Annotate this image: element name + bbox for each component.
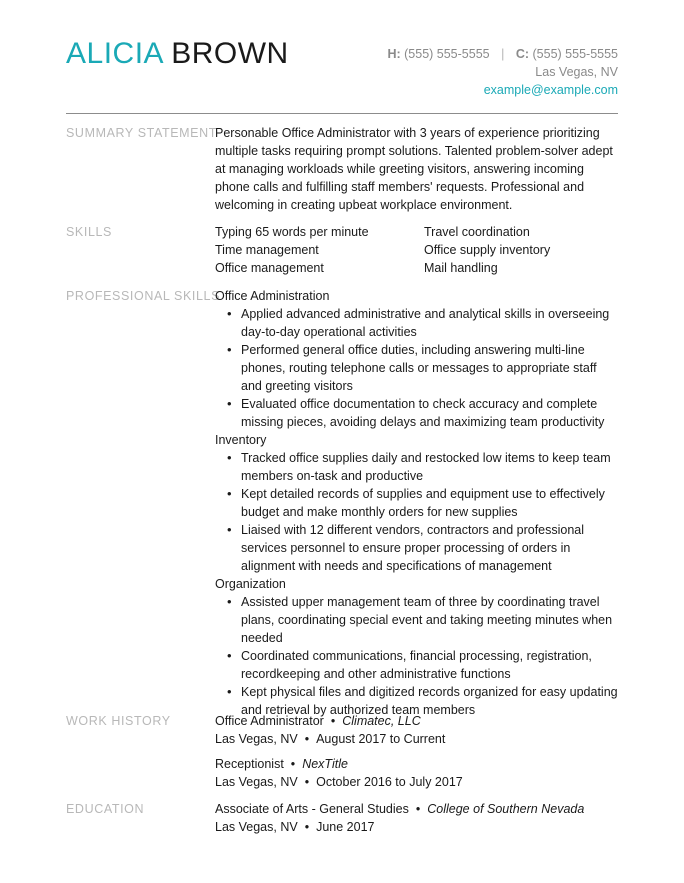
- job-entry: [215, 712, 620, 748]
- job-position: Receptionist: [215, 757, 284, 771]
- job-entry: [215, 755, 620, 791]
- home-phone-label: H:: [387, 47, 401, 61]
- job-location: Las Vegas, NV: [215, 732, 298, 746]
- contact-block: [387, 45, 618, 99]
- skill-item: Mail handling: [424, 261, 498, 275]
- job-company: Climatec, LLC: [342, 714, 421, 728]
- section-title: EDUCATION: [66, 802, 145, 816]
- graduation-date: June 2017: [316, 820, 375, 834]
- phone-separator: |: [501, 47, 505, 61]
- list-item: • Applied advanced administrative and analytical skills in overseeing day-to-day operational activities: [241, 305, 620, 341]
- cell-phone-label: C:: [515, 47, 530, 61]
- list-item: • Performed general office duties, including answering multi-line phones, routing telephone calls or messages to appropriate staff and greeting visitors: [241, 341, 620, 395]
- section-title: SUMMARY STATEMENT: [66, 126, 217, 140]
- candidate-name: [66, 36, 289, 72]
- separator-dot: •: [330, 714, 336, 728]
- separator-dot: •: [304, 820, 310, 834]
- skill-item: Office supply inventory: [424, 243, 551, 257]
- list-item: • Coordinated communications, financial processing, registration, recordkeeping and other administrative functions: [241, 647, 620, 683]
- job-company: NexTitle: [302, 757, 348, 771]
- bullet-list: [215, 449, 620, 575]
- location: Las Vegas, NV: [535, 65, 618, 79]
- skill-group-heading: Inventory: [215, 433, 267, 447]
- list-item: • Tracked office supplies daily and restocked low items to keep team members on-task and productive: [241, 449, 620, 485]
- job-dates: October 2016 to July 2017: [316, 775, 463, 789]
- professional-skills-body: [215, 287, 620, 719]
- separator-dot: •: [304, 732, 310, 746]
- degree: Associate of Arts: [215, 802, 309, 816]
- skill-item: Time management: [215, 243, 319, 257]
- email-link[interactable]: example@example.com: [483, 83, 618, 97]
- last-name: BROWN: [171, 37, 289, 70]
- first-name: ALICIA: [66, 37, 163, 70]
- section-title: PROFESSIONAL SKILLS: [66, 289, 221, 303]
- bullet-list: [215, 593, 620, 719]
- skill-item: Travel coordination: [424, 225, 530, 239]
- list-item: • Evaluated office documentation to check accuracy and complete missing pieces, avoiding delays and maximizing team productivity: [241, 395, 620, 431]
- list-item: • Kept physical files and digitized records organized for easy updating and retrieval by authorized team members: [241, 683, 620, 719]
- header-divider: [66, 113, 618, 114]
- skill-item: Typing 65 words per minute: [215, 225, 369, 239]
- skill-group-heading: Organization: [215, 577, 286, 591]
- job-dates: August 2017 to Current: [316, 732, 446, 746]
- work-history-body: [215, 712, 620, 798]
- home-phone: (555) 555-5555: [404, 47, 490, 61]
- summary-text: Personable Office Administrator with 3 years of experience prioritizing multiple tasks requiring prompt solutions. Talented problem-solver adept at managing workloads while greeting visitors, answering incoming phone calls and fulfilling staff members' requests. Professional and welcoming in creating upbeat workplace environment.: [215, 126, 613, 212]
- cell-phone: (555) 555-5555: [532, 47, 618, 61]
- list-item: • Kept detailed records of supplies and equipment use to effectively budget and make monthly orders for new supplies: [241, 485, 620, 521]
- field-separator: -: [308, 802, 320, 816]
- separator-dot: •: [415, 802, 421, 816]
- phone-line: [387, 45, 618, 63]
- list-item: • Liaised with 12 different vendors, contractors and professional services personnel to ensure proper processing of orders in alignment with needs and specifications of management: [241, 521, 620, 575]
- job-location: Las Vegas, NV: [215, 775, 298, 789]
- education-body: [215, 800, 620, 836]
- section-title: WORK HISTORY: [66, 714, 171, 728]
- school-name: College of Southern Nevada: [427, 802, 585, 816]
- skill-group-heading: Office Administration: [215, 289, 330, 303]
- field-of-study: General Studies: [319, 802, 409, 816]
- section-title: SKILLS: [66, 225, 112, 239]
- skill-item: Office management: [215, 261, 324, 275]
- skills-grid: [215, 223, 620, 277]
- school-location: Las Vegas, NV: [215, 820, 298, 834]
- separator-dot: •: [290, 757, 296, 771]
- separator-dot: •: [304, 775, 310, 789]
- job-position: Office Administrator: [215, 714, 324, 728]
- bullet-list: [215, 305, 620, 431]
- list-item: • Assisted upper management team of three by coordinating travel plans, coordinating special event and taking meeting minutes when needed: [241, 593, 620, 647]
